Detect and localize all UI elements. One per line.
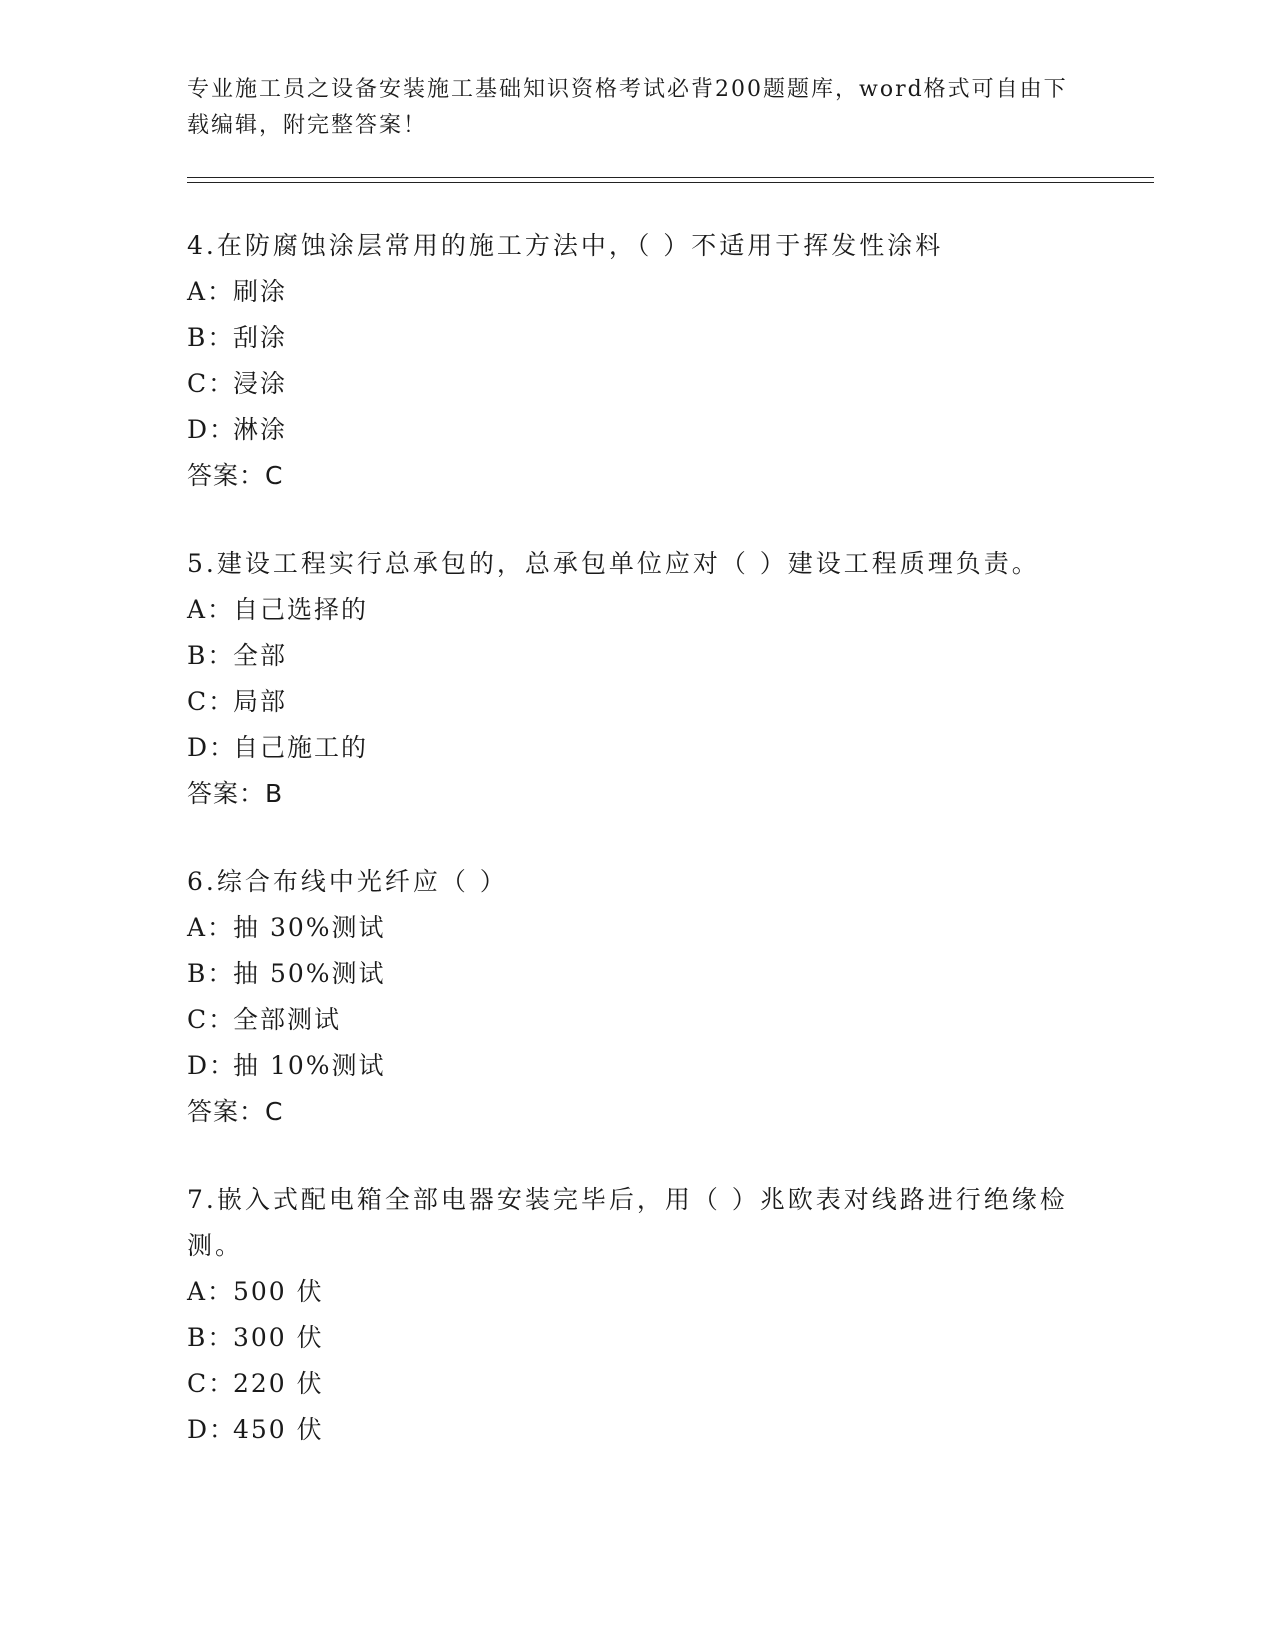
option-a [187, 269, 1087, 315]
option-text: 浸涂 [233, 369, 288, 398]
option-key: A： [187, 595, 235, 624]
option-d [187, 1407, 1087, 1453]
option-text: 220 伏 [233, 1369, 324, 1398]
option-key: B： [187, 1323, 235, 1352]
option-text: 300 伏 [233, 1323, 324, 1352]
option-text: 全部 [233, 641, 288, 670]
option-key: B： [187, 323, 235, 352]
option-key: D： [187, 1051, 237, 1080]
option-key: C： [187, 1005, 236, 1034]
question-stem: 7.嵌入式配电箱全部电器安装完毕后，用（ ）兆欧表对线路进行绝缘检测。 [187, 1185, 1068, 1260]
option-text: 刮涂 [233, 323, 288, 352]
option-key: C： [187, 369, 236, 398]
answer-line: 答案：B [187, 779, 284, 808]
option-key: B： [187, 959, 235, 988]
option-c [187, 361, 1087, 407]
question-7 [187, 1177, 1087, 1453]
option-d [187, 407, 1087, 453]
option-text: 局部 [233, 687, 288, 716]
option-c [187, 997, 1087, 1043]
question-6 [187, 859, 1087, 1135]
option-key: C： [187, 1369, 236, 1398]
option-text: 全部测试 [233, 1005, 342, 1034]
option-key: D： [187, 733, 237, 762]
option-c [187, 1361, 1087, 1407]
option-key: D： [187, 415, 237, 444]
option-d [187, 1043, 1087, 1089]
answer-line: 答案：C [187, 1097, 284, 1126]
option-d [187, 725, 1087, 771]
option-text: 抽 30%测试 [233, 913, 386, 942]
option-b [187, 951, 1087, 997]
option-text: 450 伏 [233, 1415, 324, 1444]
question-5 [187, 541, 1087, 817]
option-key: A： [187, 277, 235, 306]
option-a [187, 905, 1087, 951]
option-text: 刷涂 [233, 277, 288, 306]
option-c [187, 679, 1087, 725]
question-stem: 6.综合布线中光纤应（ ） [187, 867, 508, 896]
option-key: D： [187, 1415, 237, 1444]
option-a [187, 1269, 1087, 1315]
option-key: A： [187, 1277, 235, 1306]
option-key: A： [187, 913, 235, 942]
option-a [187, 587, 1087, 633]
question-stem: 5.建设工程实行总承包的，总承包单位应对（ ）建设工程质理负责。 [187, 549, 1040, 578]
option-text: 抽 50%测试 [233, 959, 386, 988]
option-text: 500 伏 [233, 1277, 324, 1306]
option-text: 自己施工的 [233, 733, 369, 762]
option-b [187, 633, 1087, 679]
question-stem: 4.在防腐蚀涂层常用的施工方法中，（ ）不适用于挥发性涂料 [187, 231, 944, 260]
option-b [187, 1315, 1087, 1361]
header-divider-double [187, 182, 1154, 183]
option-key: B： [187, 641, 235, 670]
answer-line: 答案：C [187, 461, 284, 490]
question-4 [187, 223, 1087, 499]
document-title: 专业施工员之设备安装施工基础知识资格考试必背200题题库，word格式可自由下载编辑，附完整答案！ [187, 77, 1068, 138]
option-text: 淋涂 [233, 415, 288, 444]
option-text: 抽 10%测试 [233, 1051, 386, 1080]
header-divider [187, 177, 1154, 178]
option-key: C： [187, 687, 236, 716]
option-text: 自己选择的 [233, 595, 369, 624]
option-b [187, 315, 1087, 361]
